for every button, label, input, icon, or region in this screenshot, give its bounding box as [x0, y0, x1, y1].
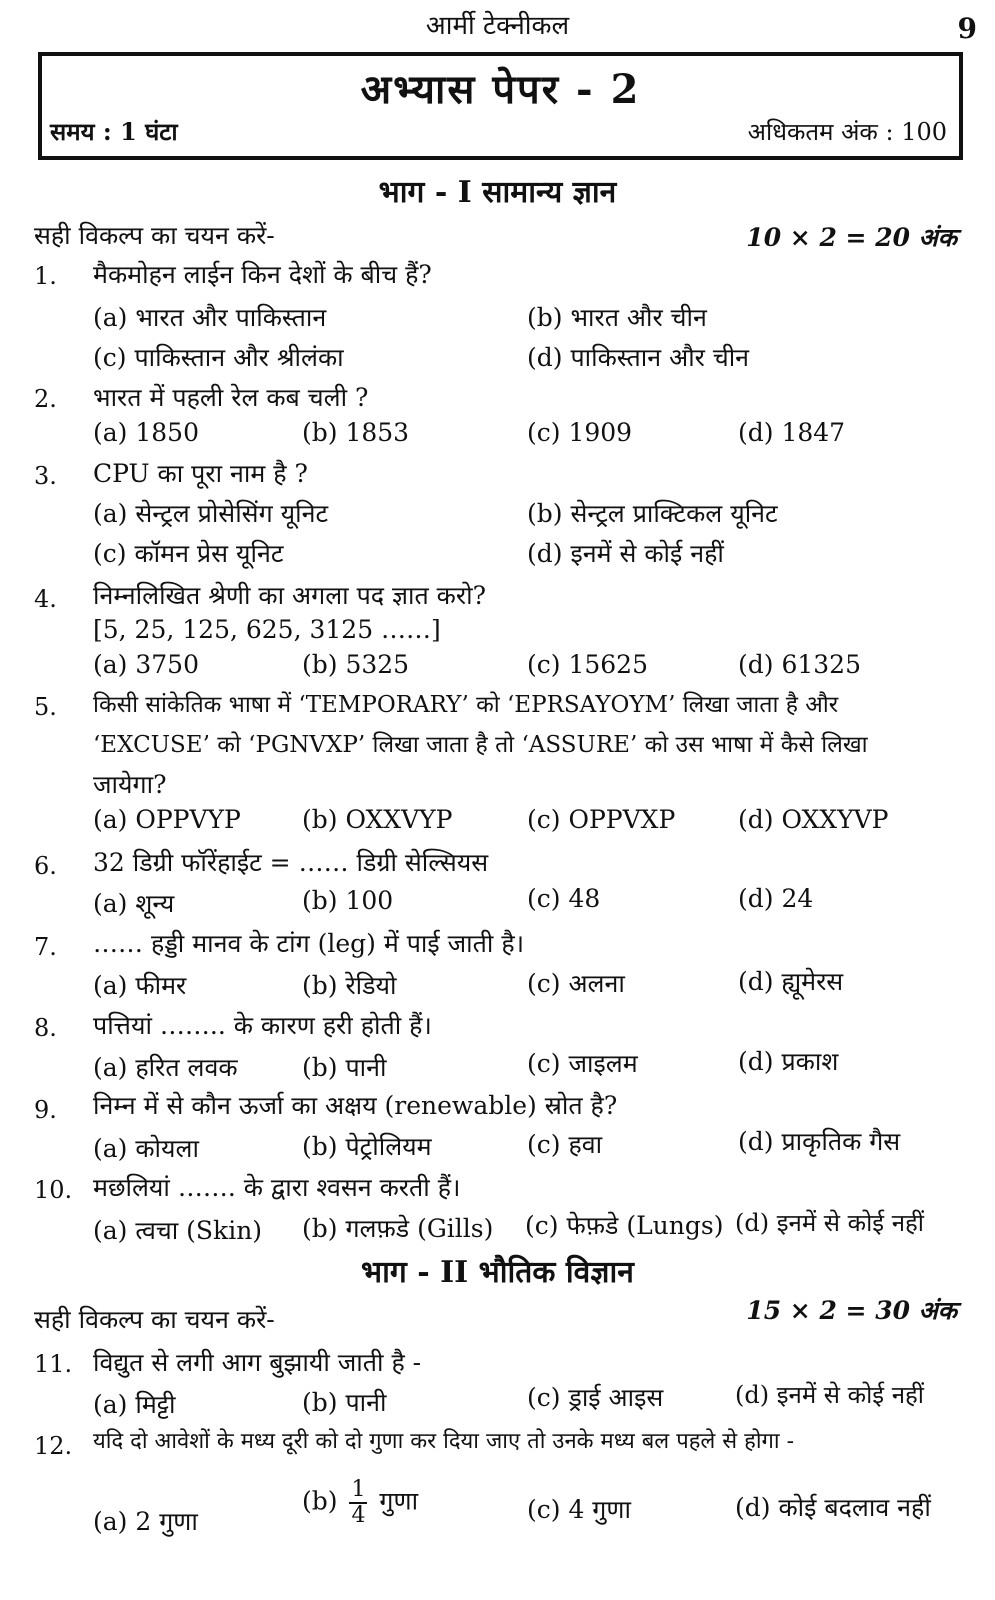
option-b: (b) भारत और चीन [527, 303, 707, 332]
option-a: (a) हरित लवक [93, 1053, 238, 1082]
question-text: मैकमोहन लाईन किन देशों के बीच हैं? [93, 260, 432, 289]
question-number: 6. [34, 852, 57, 880]
section-heading: भाग - II भौतिक विज्ञान [361, 1255, 634, 1290]
option-b: (b) पानी [302, 1053, 387, 1082]
option-a: (a) 2 गुणा [93, 1507, 198, 1536]
option-b [302, 1478, 418, 1528]
option-d: (d) 1847 [738, 418, 846, 447]
section-marks: 10 × 2 = 20 अंक [746, 223, 957, 252]
question-text: विद्युत से लगी आग बुझायी जाती है - [93, 1348, 422, 1377]
option-c: (c) 4 गुणा [527, 1495, 631, 1524]
option-b: (b) सेन्ट्रल प्राक्टिकल यूनिट [527, 499, 778, 528]
option-c: (c) हवा [527, 1130, 603, 1159]
option-d: (d) इनमें से कोई नहीं [735, 1209, 924, 1237]
question-text: भारत में पहली रेल कब चली ? [93, 383, 369, 412]
question-text-line3: जायेगा? [93, 770, 167, 799]
option-c: (c) ड्राई आइस [527, 1383, 664, 1412]
question-text: यदि दो आवेशों के मध्य दूरी को दो गुणा कर दिया जाए तो उनके मध्य बल पहले से होगा - [93, 1429, 795, 1454]
option-b: (b) 5325 [302, 650, 410, 679]
option-a: (a) भारत और पाकिस्तान [93, 303, 327, 332]
question-text: 32 डिग्री फॉरेंहाईट = …… डिग्री सेल्सियस [93, 848, 489, 877]
question-number: 8. [34, 1014, 57, 1042]
fraction-numerator: 1 [351, 1477, 366, 1502]
section-heading: भाग - I सामान्य ज्ञान [378, 175, 617, 210]
option-b: (b) पानी [302, 1388, 387, 1417]
question-number: 7. [34, 933, 57, 961]
option-d: (d) OXXYVP [738, 805, 889, 834]
question-text: किसी सांकेतिक भाषा में ‘TEMPORARY’ को ‘EPRSAYOYM’ लिखा जाता है और [93, 692, 839, 718]
question-text: …… हड्डी मानव के टांग (leg) में पाई जाती है। [93, 929, 525, 958]
option-d: (d) कोई बदलाव नहीं [735, 1493, 931, 1522]
series-line: [5, 25, 125, 625, 3125 ……] [93, 615, 441, 644]
question-number: 3. [34, 462, 57, 490]
option-a: (a) कोयला [93, 1134, 199, 1163]
option-c: (c) जाइलम [527, 1049, 638, 1078]
question-number: 1. [34, 262, 57, 290]
question-number: 11. [34, 1350, 73, 1378]
option-c: (c) 15625 [527, 650, 648, 679]
max-marks-label: अधिकतम अंक : 100 [747, 118, 947, 146]
option-a: (a) 3750 [93, 650, 199, 679]
option-c: (c) 48 [527, 884, 601, 913]
option-d: (d) 61325 [738, 650, 861, 679]
option-b: (b) गलफ़डे (Gills) [302, 1214, 494, 1243]
option-c: (c) कॉमन प्रेस यूनिट [93, 539, 284, 568]
option-b: (b) 1853 [302, 418, 410, 447]
option-d: (d) इनमें से कोई नहीं [735, 1381, 924, 1409]
option-a: (a) 1850 [93, 418, 199, 447]
option-d: (d) इनमें से कोई नहीं [527, 539, 724, 568]
option-b: (b) 100 [302, 886, 394, 915]
question-number: 5. [34, 693, 57, 721]
question-text: निम्नलिखित श्रेणी का अगला पद ज्ञात करो? [93, 581, 486, 610]
title-box [38, 52, 963, 160]
running-header: आर्मी टेक्नीकल [425, 11, 570, 41]
option-a: (a) त्वचा (Skin) [93, 1216, 263, 1245]
question-number: 2. [34, 385, 57, 413]
section-instruction: सही विकल्प का चयन करें- [34, 221, 275, 250]
question-number: 9. [34, 1096, 57, 1124]
section-marks: 15 × 2 = 30 अंक [746, 1296, 957, 1325]
question-text: पत्तियां …….. के कारण हरी होती हैं। [93, 1011, 432, 1040]
fraction [349, 1478, 367, 1528]
option-c: (c) अलना [527, 969, 625, 998]
option-a: (a) फीमर [93, 971, 187, 1000]
option-c: (c) 1909 [527, 418, 633, 447]
question-text: मछलियां ……. के द्वारा श्वसन करती हैं। [93, 1173, 461, 1202]
option-c: (c) पाकिस्तान और श्रीलंका [93, 343, 344, 372]
time-label: समय : 1 घंटा [50, 117, 178, 146]
option-c: (c) फेफ़डे (Lungs) [525, 1211, 724, 1240]
fraction-suffix: गुणा [379, 1486, 419, 1516]
page-number: 9 [957, 12, 977, 45]
option-a: (a) OPPVYP [93, 805, 241, 834]
section-instruction: सही विकल्प का चयन करें- [34, 1305, 275, 1334]
question-text: CPU का पूरा नाम है ? [93, 459, 308, 488]
fraction-denominator: 4 [351, 1503, 366, 1528]
question-number: 10. [34, 1176, 73, 1204]
paper-title: अभ्यास पेपर - 2 [360, 66, 641, 113]
option-d: (d) प्राकृतिक गैस [738, 1127, 901, 1156]
option-a: (a) मिट्टी [93, 1390, 176, 1419]
question-number: 12. [34, 1432, 73, 1460]
option-d: (d) पाकिस्तान और चीन [527, 343, 750, 372]
option-b: (b) OXXVYP [302, 805, 453, 834]
option-d: (d) प्रकाश [738, 1047, 839, 1076]
option-d: (d) ह्यूमेरस [738, 967, 844, 996]
option-b-label: (b) [302, 1486, 338, 1516]
option-c: (c) OPPVXP [527, 805, 676, 834]
option-b: (b) रेडियो [302, 971, 397, 1000]
option-a: (a) शून्य [93, 889, 175, 918]
option-b: (b) पेट्रोलियम [302, 1132, 432, 1161]
option-a: (a) सेन्ट्रल प्रोसेसिंग यूनिट [93, 499, 329, 528]
option-d: (d) 24 [738, 884, 814, 913]
question-number: 4. [34, 585, 57, 613]
question-text-line2: ‘EXCUSE’ को ‘PGNVXP’ लिखा जाता है तो ‘ASSURE’ को उस भाषा में कैसे लिखा [93, 732, 868, 758]
question-text: निम्न में से कौन ऊर्जा का अक्षय (renewable) स्रोत है? [93, 1091, 618, 1120]
